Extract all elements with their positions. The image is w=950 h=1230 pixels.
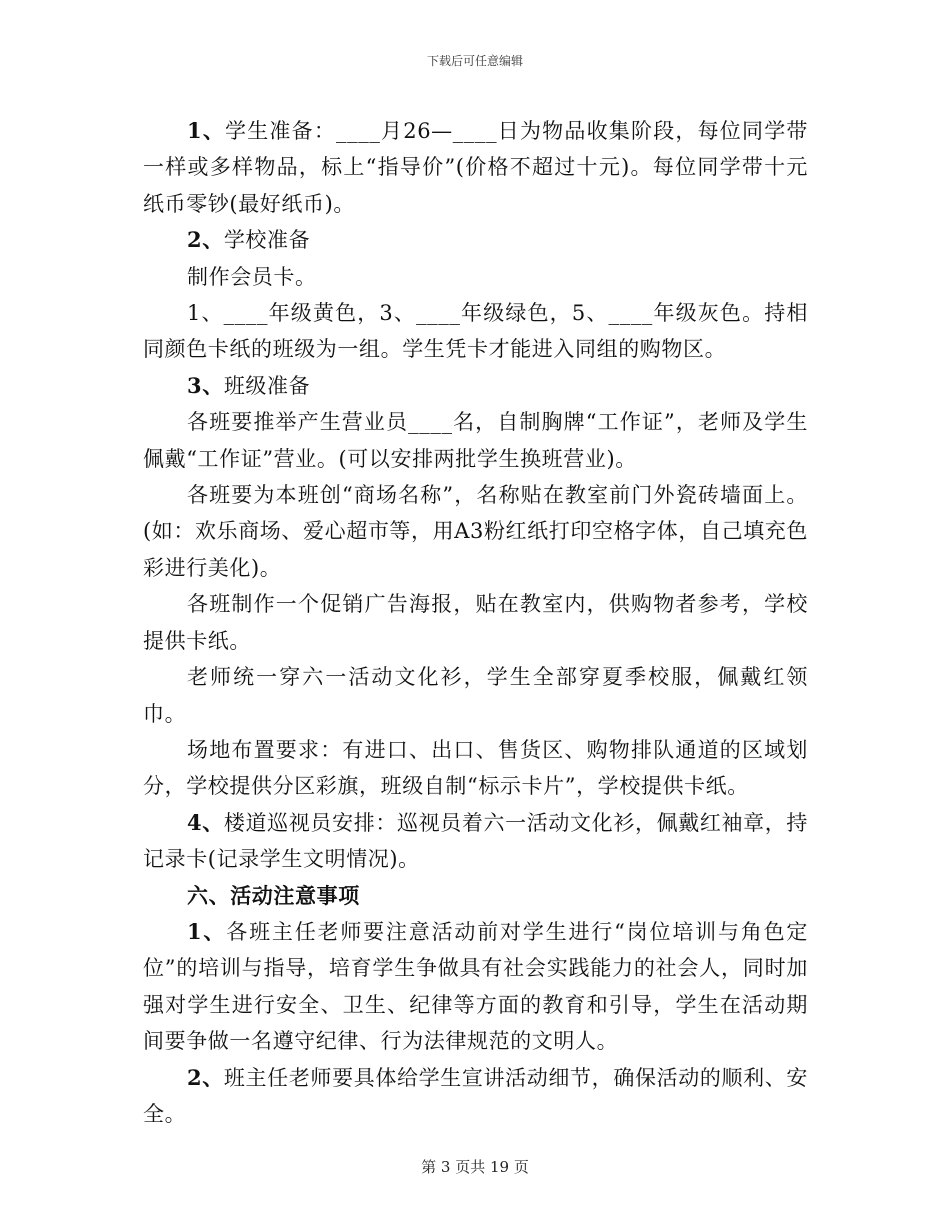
paragraph-text: 各班主任老师要注意活动前对学生进行“岗位培训与角色定位”的培训与指导，培育学生争做具有社会实践能力的社会人，同时加强对学生进行安全、卫生、纪律等方面的教育和引导，学生在活动期间要争做一名遵守纪律、行为法律规范的文明人。 — [143, 919, 808, 1054]
paragraph-student-prep — [143, 113, 808, 222]
paragraph-lead: 4、 — [187, 809, 224, 835]
paragraph-text: 学校准备 — [223, 228, 311, 253]
paragraph-member-card — [143, 259, 808, 295]
paragraph-lead: 3、 — [187, 372, 224, 398]
paragraph-text: 制作会员卡。 — [187, 264, 317, 289]
document-body — [143, 113, 808, 1132]
paragraph-text: 各班制作一个促销广告海报，贴在教室内，供购物者参考，学校提供卡纸。 — [143, 592, 808, 653]
paragraph-poster — [143, 586, 808, 659]
paragraph-venue-layout — [143, 732, 808, 805]
page-number: 第 3 页共 19 页 — [421, 1158, 529, 1176]
paragraph-class-prep — [143, 368, 808, 404]
paragraph-text: 班主任老师要具体给学生宣讲活动细节，确保活动的顺利、安全。 — [143, 1065, 809, 1126]
paragraph-lead: 1、 — [187, 918, 227, 944]
section-heading-notes — [143, 878, 808, 914]
paragraph-text: 楼道巡视员安排：巡视员着六一活动文化衫，佩戴红袖章，持记录卡(记录学生文明情况)。 — [143, 810, 809, 872]
paragraph-patrol — [143, 805, 808, 878]
page-header-note: 下载后可任意编辑 — [426, 54, 523, 68]
paragraph-lead: 1、 — [187, 118, 226, 143]
section-heading-text: 六、活动注意事项 — [187, 882, 360, 908]
paragraph-text: 1、____年级黄色，3、____年级绿色，5、____年级灰色。持相同颜色卡纸的班级为一组。学生凭卡才能进入同组的购物区。 — [143, 301, 808, 362]
paragraph-training — [143, 914, 808, 1060]
paragraph-text: 班级准备 — [223, 373, 311, 398]
paragraph-lead: 2、 — [187, 227, 224, 253]
paragraph-salesperson — [143, 404, 808, 477]
paragraph-lead: 2、 — [187, 1064, 224, 1090]
paragraph-store-name — [143, 477, 808, 586]
paragraph-briefing — [143, 1060, 808, 1133]
paragraph-dress-code — [143, 659, 808, 732]
paragraph-grade-colors — [143, 295, 808, 368]
paragraph-text: 老师统一穿六一活动文化衫，学生全部穿夏季校服，佩戴红领巾。 — [143, 665, 808, 726]
paragraph-text: 学生准备：____月26—____日为物品收集阶段，每位同学带一样或多样物品，标上“指导价”(价格不超过十元)。每位同学带十元纸币零钞(最好纸币)。 — [143, 119, 809, 216]
paragraph-text: 各班要为本班创“商场名称”，名称贴在教室前门外瓷砖墙面上。(如：欢乐商场、爱心超市等，用A3粉红纸打印空格字体，自己填充色彩进行美化)。 — [143, 483, 808, 580]
paragraph-text: 场地布置要求：有进口、出口、售货区、购物排队通道的区域划分，学校提供分区彩旗，班级自制“标示卡片”，学校提供卡纸。 — [143, 737, 808, 799]
paragraph-text: 各班要推举产生营业员____名，自制胸牌“工作证”，老师及学生佩戴“工作证”营业。(可以安排两批学生换班营业)。 — [143, 410, 808, 471]
paragraph-school-prep — [143, 222, 808, 258]
